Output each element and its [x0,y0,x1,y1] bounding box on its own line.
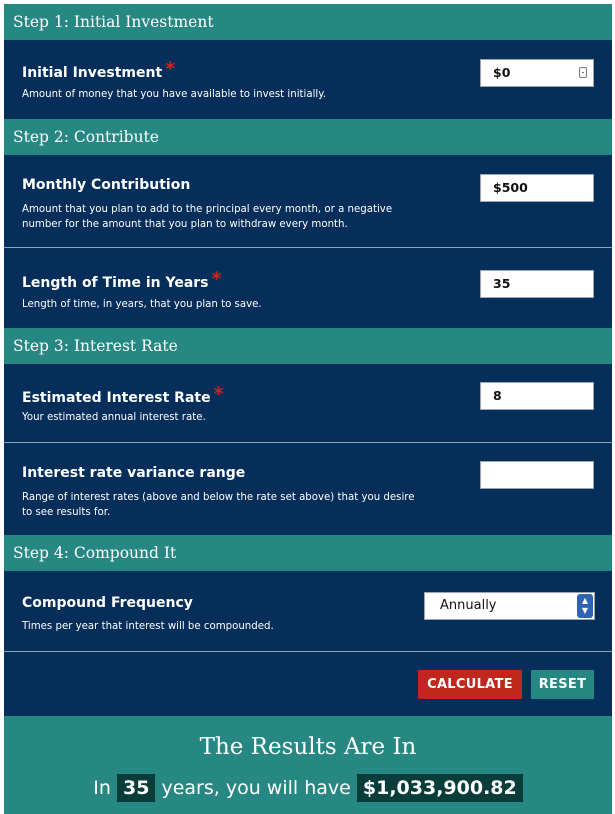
interest-rate-field [4,364,612,442]
initial-investment-field [4,40,612,119]
monthly-contribution-input[interactable]: $500 [480,174,594,202]
length-of-time-label-text: Length of Time in Years [22,275,209,291]
variance-range-label: Interest rate variance range [22,465,246,481]
results-middle: years, you will have [161,777,351,799]
interest-rate-description: Your estimated annual interest rate. [22,412,206,423]
results-summary [4,774,612,802]
interest-rate-label [22,385,224,407]
interest-rate-input[interactable]: 8 [480,382,594,410]
step-2-header: Step 2: Contribute [4,119,612,155]
interest-rate-label-text: Estimated Interest Rate [22,390,211,406]
compound-frequency-description: Times per year that interest will be compounded. [22,621,274,632]
initial-investment-input[interactable] [480,59,594,87]
monthly-contribution-field [4,155,612,247]
calculator-form [4,4,612,814]
monthly-contribution-description: Amount that you plan to add to the principal every month, or a negative number for the amount that you plan to withdraw every month. [22,204,393,230]
variance-range-input[interactable] [480,461,594,489]
divider [4,651,612,652]
reset-button[interactable]: RESET [531,670,594,699]
initial-investment-label-text: Initial Investment [22,65,163,81]
step-3-header: Step 3: Interest Rate [4,328,612,364]
compound-frequency-selected: Annually [440,598,497,613]
required-mark: * [213,383,224,405]
required-mark: * [211,268,222,290]
results-years: 35 [117,774,155,802]
step-4-header: Step 4: Compound It [4,535,612,571]
results-title: The Results Are In [199,734,417,760]
length-of-time-label [22,270,221,292]
results-prefix: In [93,777,111,799]
step-1-header: Step 1: Initial Investment [4,4,612,40]
select-arrows-icon[interactable]: ▲ ▼ [577,594,593,618]
length-of-time-input[interactable]: 35 [480,270,594,298]
length-of-time-field [4,248,612,328]
required-mark: * [165,58,176,80]
initial-investment-value: $0 [493,65,511,80]
length-of-time-description: Length of time, in years, that you plan to save. [22,299,262,310]
results-amount: $1,033,900.82 [357,774,523,802]
variance-range-field [4,443,612,535]
spinner-icon[interactable] [579,67,587,78]
variance-range-description: Range of interest rates (above and below the rate set above) that you desire to see results for. [22,492,415,518]
initial-investment-description: Amount of money that you have available to invest initially. [22,89,327,100]
initial-investment-label [22,60,175,82]
compound-frequency-select[interactable] [424,592,595,620]
monthly-contribution-label: Monthly Contribution [22,177,191,193]
calculate-button[interactable]: CALCULATE [418,670,522,699]
compound-frequency-label: Compound Frequency [22,595,193,611]
results-panel [4,716,612,814]
